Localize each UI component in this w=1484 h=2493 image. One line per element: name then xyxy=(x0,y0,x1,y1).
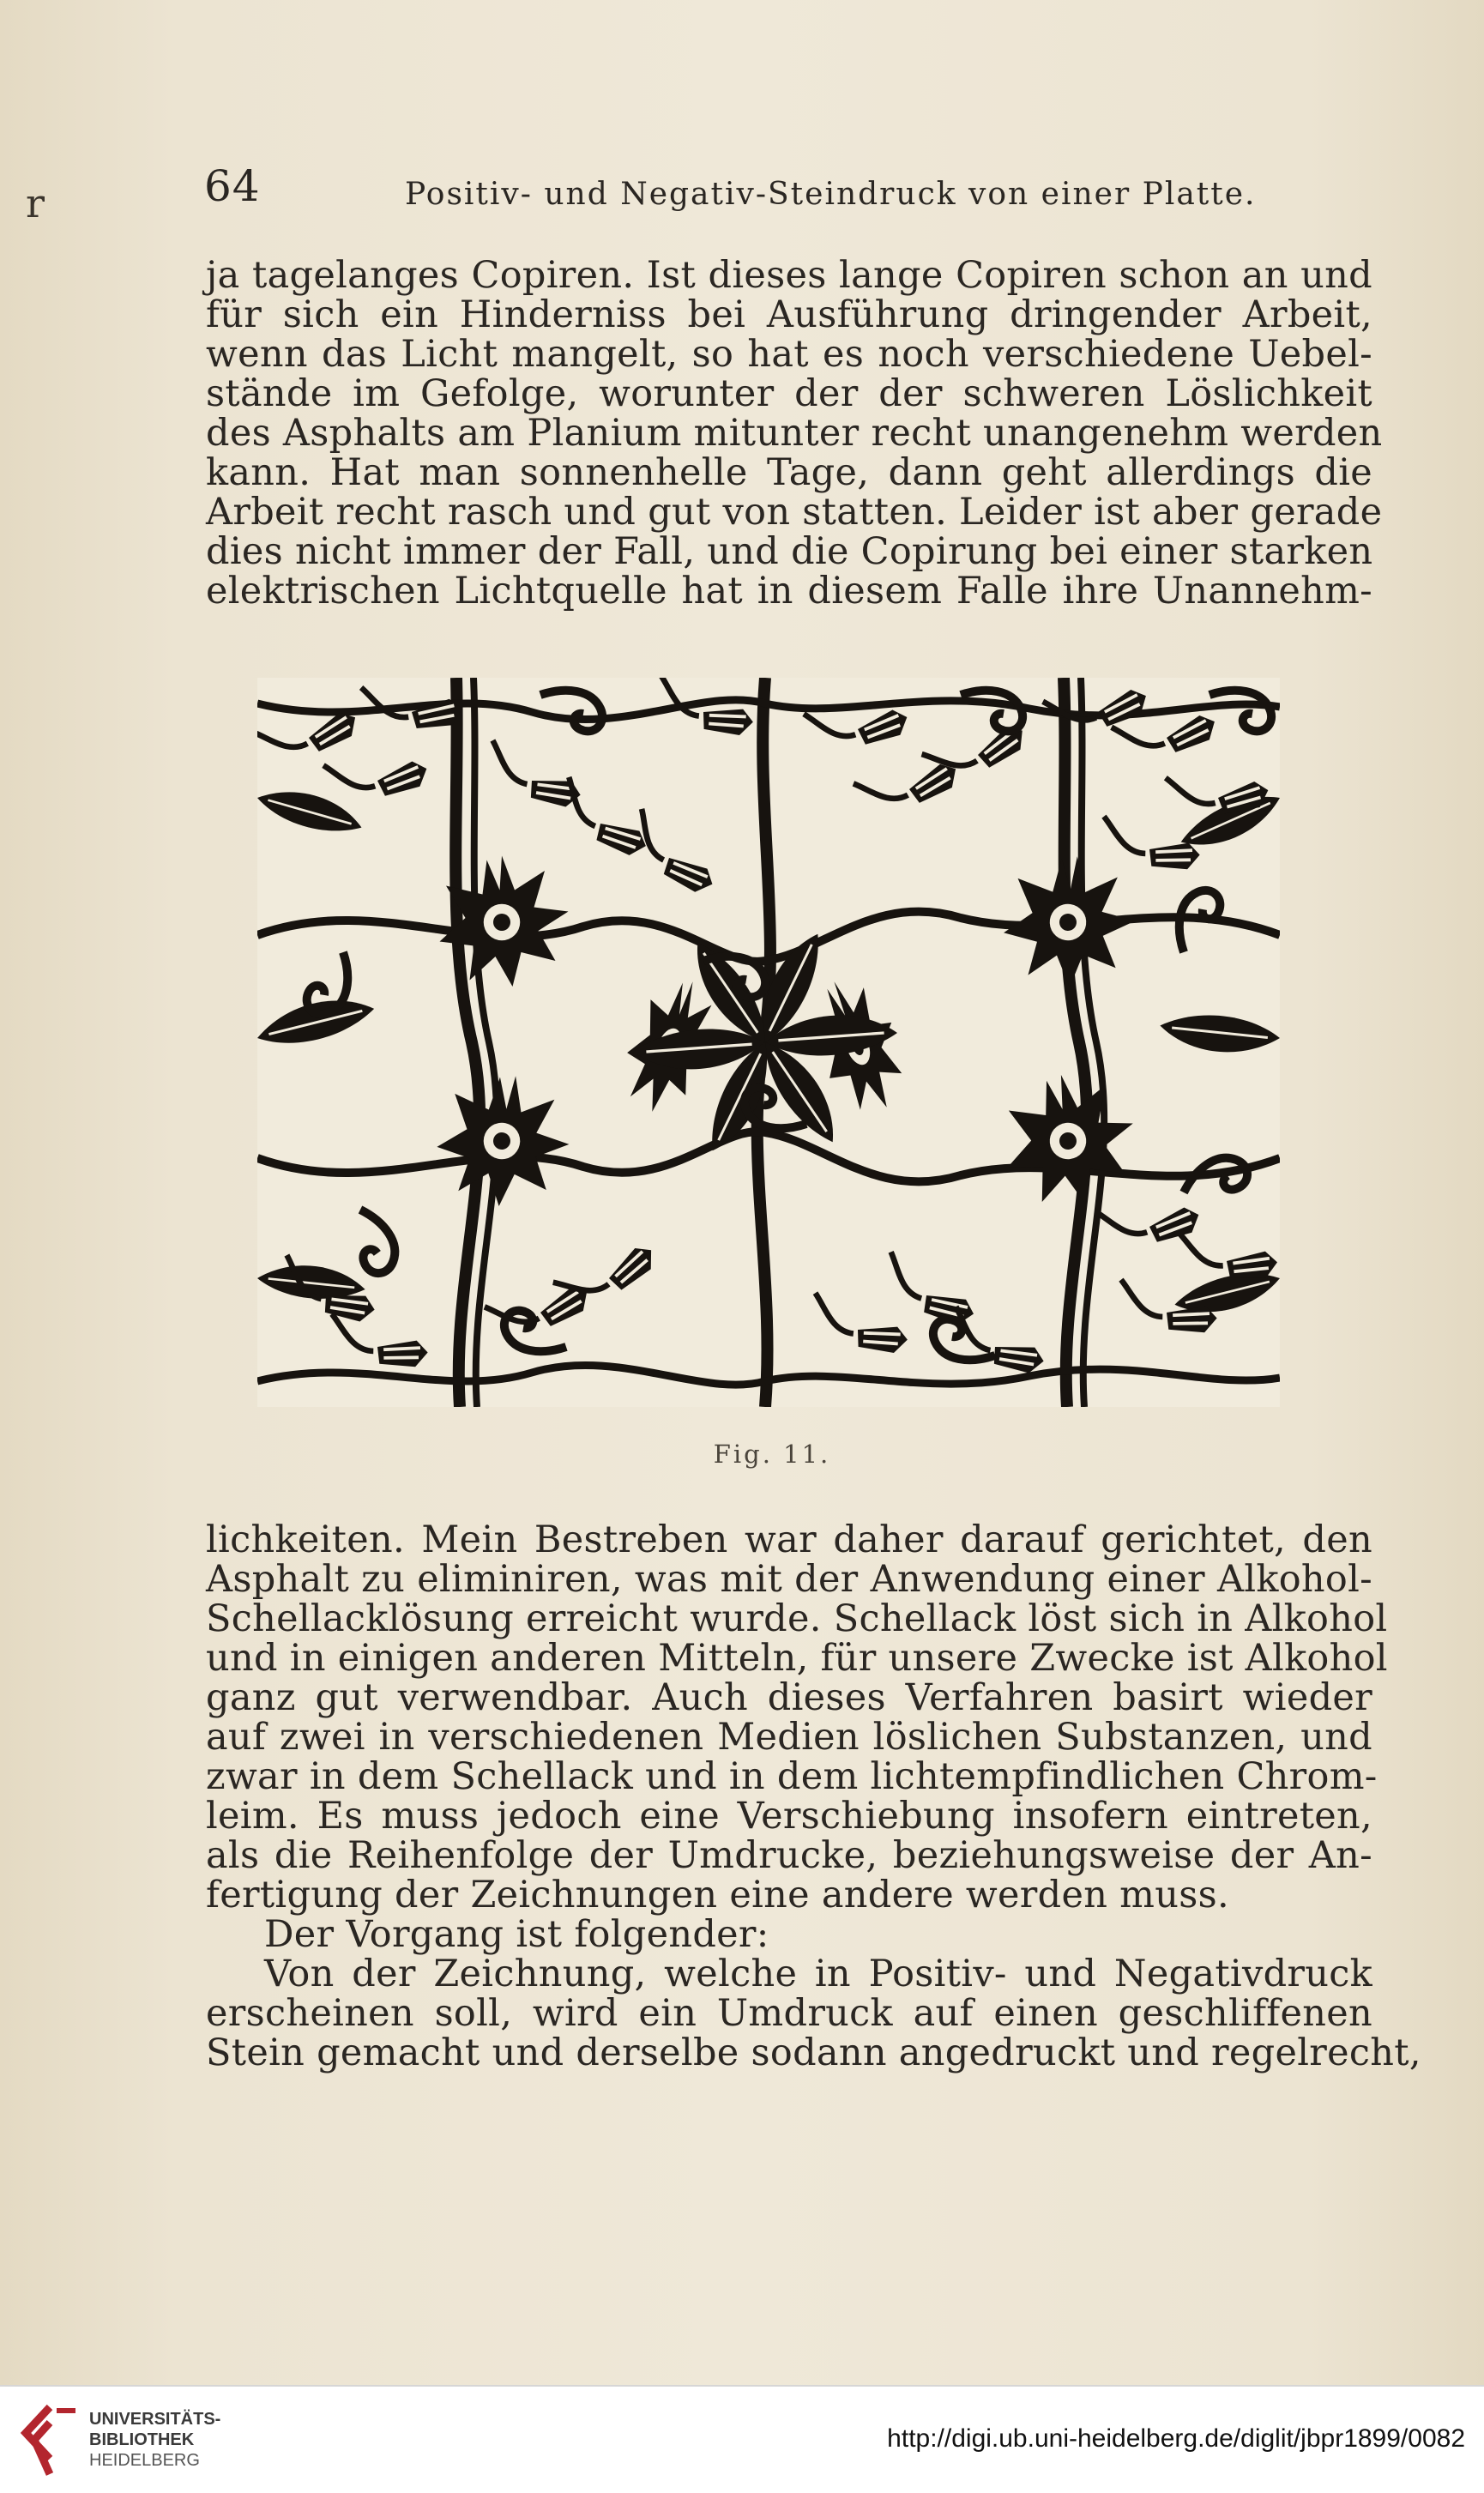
figure-caption: Fig. 11. xyxy=(713,1440,831,1469)
margin-mark: r xyxy=(26,180,45,226)
ornament-bud-shape xyxy=(942,1307,1051,1379)
ornament-bud-shape xyxy=(323,748,430,806)
ornament-curl-shape xyxy=(1210,691,1271,731)
ornament-leaf-shape xyxy=(257,993,377,1050)
page-number: 64 xyxy=(204,161,261,211)
ornament-bud-shape xyxy=(325,1314,431,1372)
ornament-leaf-shape xyxy=(1157,1005,1280,1062)
text-line: als die Reihenfolge der Umdrucke, beziehungsweise der An- xyxy=(206,1834,1372,1877)
text-line: ja tagelanges Copiren. Ist dieses lange Copiren schon an und xyxy=(206,254,1372,297)
text-block-top xyxy=(206,254,1383,613)
text-line: erscheinen soll, wird ein Umdruck auf einen geschliffenen xyxy=(206,1992,1372,2035)
text-line: lichkeiten. Mein Bestreben war daher darauf gerichtet, den xyxy=(206,1518,1372,1561)
text-line: dies nicht immer der Fall, und die Copirung bei einer starken xyxy=(206,530,1373,573)
ornament-bud-shape xyxy=(485,1272,594,1345)
university-library-logo-icon xyxy=(15,2402,84,2479)
text-line: stände im Gefolge, worunter der der schweren Löslichkeit xyxy=(206,372,1372,415)
library-footer xyxy=(0,2385,1484,2493)
text-line: Der Vorgang ist folgender: xyxy=(264,1913,769,1956)
text-line: Stein gemacht und derselbe sodann angedruckt und regelrecht, xyxy=(206,2031,1421,2074)
text-line: wenn das Licht mangelt, so hat es noch verschiedene Uebel- xyxy=(206,333,1372,376)
library-name-line: UNIVERSITÄTS- xyxy=(89,2410,221,2429)
ornament-curl-shape xyxy=(933,1319,995,1360)
ornament-leaf-shape xyxy=(257,777,366,845)
ornament-star-shape xyxy=(999,1068,1141,1211)
text-line: kann. Hat man sonnenhelle Tage, dann geht allerdings die xyxy=(206,451,1372,494)
ornament-star-shape xyxy=(427,1063,580,1217)
text-line: auf zwei in verschiedenen Medien löslichen Substanzen, und xyxy=(206,1716,1372,1759)
ornament-bud-shape xyxy=(1097,817,1203,874)
text-line: elektrischen Lichtquelle hat in diesem Falle ihre Unannehm- xyxy=(206,570,1372,613)
text-line: Asphalt zu eliminiren, was mit der Anwendung einer Alkohol- xyxy=(206,1558,1372,1601)
running-head: Positiv- und Negativ-Steindruck von einer Platte. xyxy=(405,177,1257,212)
text-line: fertigung der Zeichnungen eine andere werden muss. xyxy=(206,1874,1229,1917)
ornament-curl-shape xyxy=(540,691,602,731)
library-name-line: HEIDELBERG xyxy=(89,2451,200,2470)
ornament-stem-shape xyxy=(257,1132,1280,1181)
text-line: und in einigen anderen Mitteln, für unsere Zwecke ist Alkohol xyxy=(206,1637,1388,1680)
text-line: Arbeit recht rasch und gut von statten. Leider ist aber gerade xyxy=(206,491,1383,534)
permalink-url[interactable]: http://digi.ub.uni-heidelberg.de/diglit/jbpr1899/0082 xyxy=(887,2424,1465,2453)
library-name xyxy=(89,2409,220,2471)
ornament-bud-shape xyxy=(618,809,725,900)
text-line: Von der Zeichnung, welche in Positiv- und Negativdruck xyxy=(264,1953,1372,1995)
floral-ornament-image xyxy=(257,678,1280,1407)
text-line: des Asphalts am Planium mitunter recht unangenehm werden xyxy=(206,412,1383,455)
ornament-curl-shape xyxy=(1180,1145,1253,1218)
text-line: ganz gut verwendbar. Auch dieses Verfahren basirt wieder xyxy=(206,1676,1372,1719)
library-name-line: BIBLIOTHEK xyxy=(89,2430,195,2449)
text-line: für sich ein Hinderniss bei Ausführung dringender Arbeit, xyxy=(206,293,1372,336)
ornament-bud-shape xyxy=(805,1293,913,1358)
ornament-figure xyxy=(257,678,1280,1407)
ornament-curl-shape xyxy=(335,1206,407,1279)
ornament-bud-shape xyxy=(874,1252,983,1331)
text-line: zwar in dem Schellack und in dem lichtempfindlichen Chrom- xyxy=(206,1755,1378,1798)
text-line: Schellacklösung erreicht wurde. Schellack löst sich in Alkohol xyxy=(206,1597,1388,1640)
text-block-bottom xyxy=(206,1518,1421,2074)
ornament-bud-shape xyxy=(1175,1232,1279,1282)
text-line: leim. Es muss jedoch eine Verschiebung insofern eintreten, xyxy=(206,1795,1372,1838)
ornament-curl-shape xyxy=(961,691,1023,731)
